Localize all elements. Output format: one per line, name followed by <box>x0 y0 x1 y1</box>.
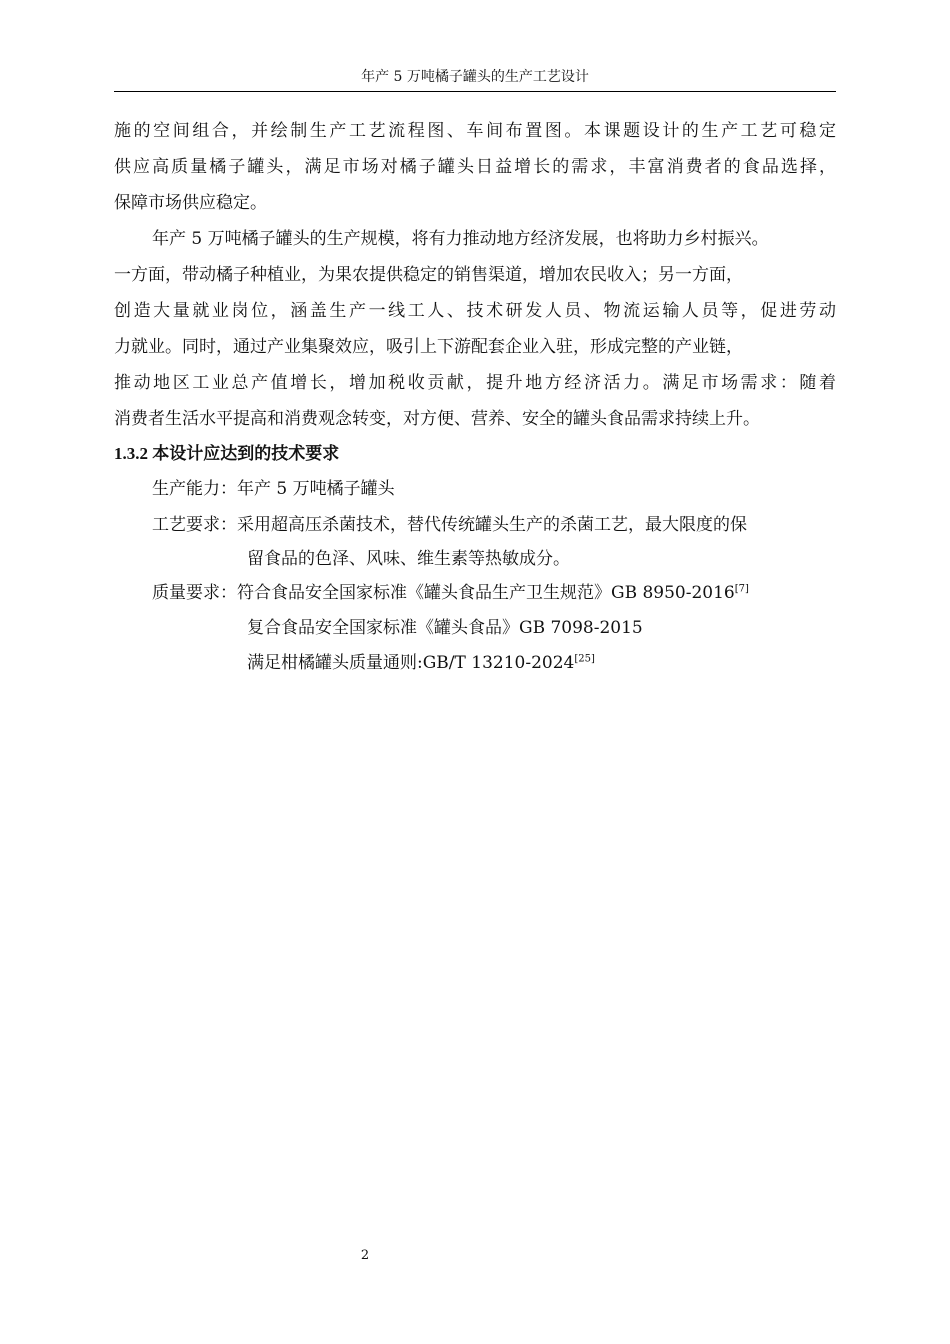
citation-ref-25[interactable]: [25] <box>574 653 595 665</box>
citation-ref-7[interactable]: [7] <box>734 583 749 595</box>
quality-standard-1-text: 质量要求：符合食品安全国家标准《罐头食品生产卫生规范》GB 8950-2016 <box>152 583 735 603</box>
requirement-process-line-1: 工艺要求：采用超高压杀菌技术，替代传统罐头生产的杀菌工艺，最大限度的保 <box>152 515 747 535</box>
paragraph-2-line-1: 年产 5 万吨橘子罐头的生产规模，将有力推动地方经济发展，也将助力乡村振兴。 <box>152 229 769 249</box>
paragraph-1-line-3: 保障市场供应稳定。 <box>114 193 267 213</box>
paragraph-2-line-5: 推动地区工业总产值增长，增加税收贡献，提升地方经济活力。满足市场需求：随着 <box>114 373 836 393</box>
paragraph-2-line-6: 消费者生活水平提高和消费观念转变，对方便、营养、安全的罐头食品需求持续上升。 <box>114 409 760 429</box>
requirement-quality-line-3 <box>247 650 595 676</box>
header-divider <box>114 91 836 92</box>
requirement-quality-line-1 <box>152 580 749 606</box>
paragraph-2-line-3: 创造大量就业岗位，涵盖生产一线工人、技术研发人员、物流运输人员等，促进劳动 <box>114 301 836 321</box>
paragraph-2-line-4: 力就业。同时，通过产业集聚效应，吸引上下游配套企业入驻，形成完整的产业链， <box>114 337 743 357</box>
requirement-process-line-2: 留食品的色泽、风味、维生素等热敏成分。 <box>247 549 570 569</box>
page-number: 2 <box>360 1248 370 1263</box>
paragraph-1-line-2: 供应高质量橘子罐头，满足市场对橘子罐头日益增长的需求，丰富消费者的食品选择， <box>114 157 836 177</box>
paragraph-1-line-1: 施的空间组合，并绘制生产工艺流程图、车间布置图。本课题设计的生产工艺可稳定 <box>114 121 836 141</box>
requirement-quality-line-2: 复合食品安全国家标准《罐头食品》GB 7098-2015 <box>247 618 643 638</box>
quality-standard-3-text: 满足柑橘罐头质量通则:GB/T 13210-2024 <box>247 653 575 673</box>
section-heading: 1.3.2 本设计应达到的技术要求 <box>114 444 340 463</box>
requirement-capacity: 生产能力：年产 5 万吨橘子罐头 <box>152 479 395 499</box>
page-header-title: 年产 5 万吨橘子罐头的生产工艺设计 <box>361 69 589 85</box>
paragraph-2-line-2: 一方面，带动橘子种植业，为果农提供稳定的销售渠道，增加农民收入；另一方面， <box>114 265 743 285</box>
